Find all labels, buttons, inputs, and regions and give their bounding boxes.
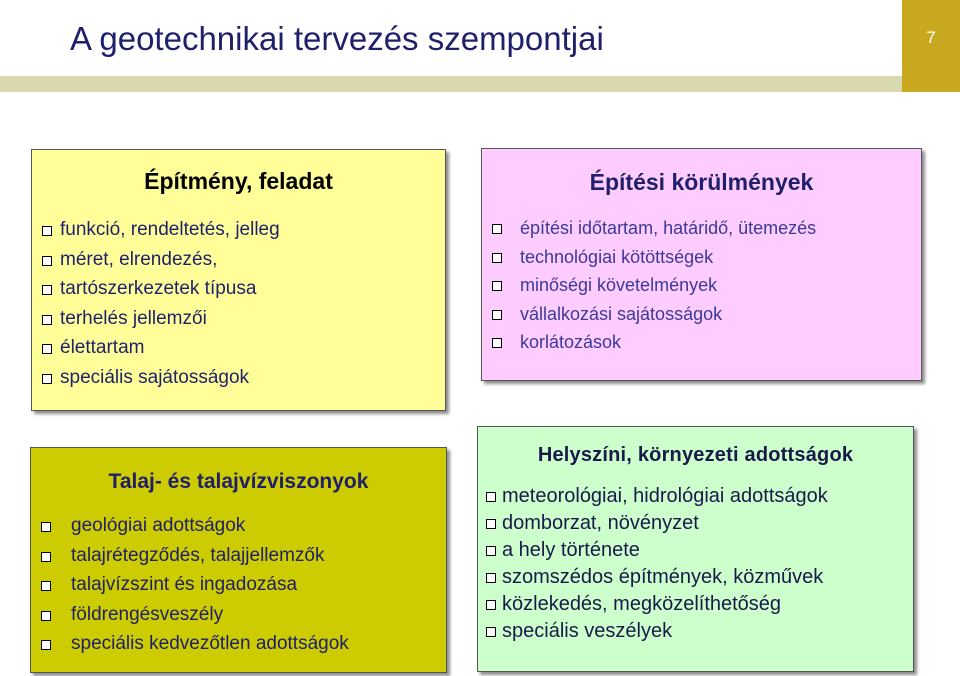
- box-site-heading: Helyszíni, környezeti adottságok: [537, 444, 854, 466]
- list-item: építési időtartam, határidő, ütemezés: [492, 214, 921, 243]
- box-structure-heading: Építmény, feladat: [144, 168, 333, 194]
- list-item: élettartam: [42, 333, 445, 363]
- box-soil-list: [31, 511, 446, 659]
- list-item: funkció, rendeltetés, jelleg: [42, 215, 445, 245]
- list-item: domborzat, növényzet: [486, 510, 913, 537]
- list-item: geológiai adottságok: [41, 511, 446, 541]
- list-item: minőségi követelmények: [492, 271, 921, 300]
- list-item: speciális sajátosságok: [42, 363, 445, 393]
- list-item: speciális kedvezőtlen adottságok: [41, 629, 446, 659]
- header-rule: [0, 76, 902, 92]
- slide-title: A geotechnikai tervezés szempontjai: [70, 20, 604, 57]
- box-site: [477, 426, 914, 672]
- list-item: technológiai kötöttségek: [492, 243, 921, 272]
- list-item: tartószerkezetek típusa: [42, 274, 445, 304]
- page-number: 7: [902, 0, 960, 76]
- box-soil: [30, 447, 447, 673]
- list-item: földrengésveszély: [41, 600, 446, 630]
- list-item: talajvízszint és ingadozása: [41, 570, 446, 600]
- list-item: meteorológiai, hidrológiai adottságok: [486, 483, 913, 510]
- list-item: méret, elrendezés,: [42, 245, 445, 275]
- box-soil-heading: Talaj- és talajvízviszonyok: [108, 470, 369, 493]
- list-item: a hely története: [486, 537, 913, 564]
- box-site-list: [478, 483, 913, 645]
- list-item: terhelés jellemzői: [42, 304, 445, 334]
- list-item: vállalkozási sajátosságok: [492, 300, 921, 329]
- box-structure: [31, 149, 446, 411]
- list-item: közlekedés, megközelíthetőség: [486, 591, 913, 618]
- list-item: korlátozások: [492, 328, 921, 357]
- list-item: speciális veszélyek: [486, 618, 913, 645]
- box-construction: [481, 148, 922, 381]
- list-item: talajrétegződés, talajjellemzők: [41, 541, 446, 571]
- list-item: szomszédos építmények, közművek: [486, 564, 913, 591]
- box-structure-list: [32, 215, 445, 393]
- header-rule-accent: [902, 76, 960, 92]
- box-construction-list: [482, 214, 921, 357]
- box-construction-heading: Építési körülmények: [589, 169, 814, 195]
